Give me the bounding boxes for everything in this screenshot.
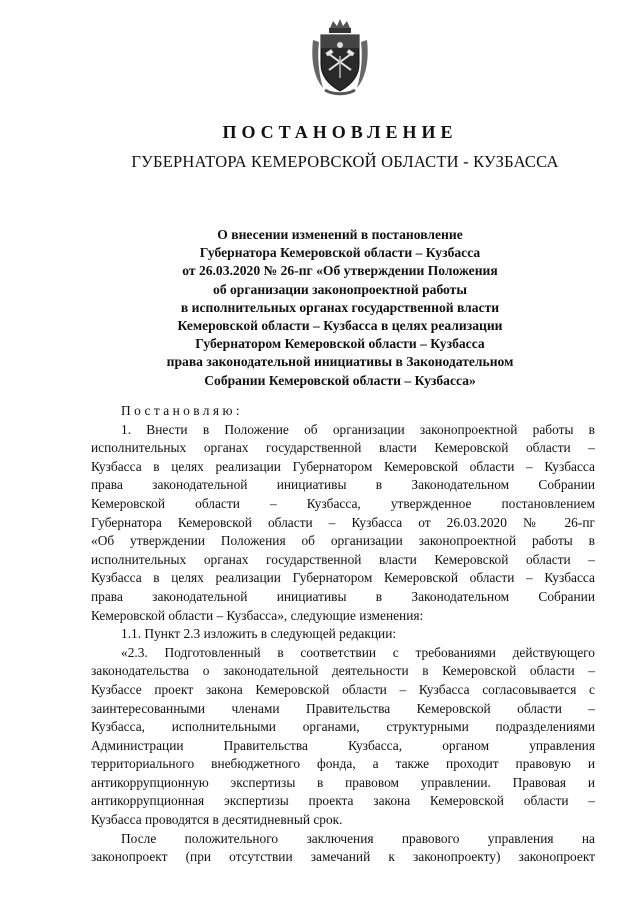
subject-line: Собрании Кемеровской области – Кузбасса» (204, 372, 476, 388)
body-line: Кузбасса в целях реализации Губернатором Кемеровской области – Кузбасса (91, 458, 595, 474)
subject-line: Губернатором Кемеровской области – Кузбасса (195, 336, 485, 352)
issuing-authority: ГУБЕРНАТОРА КЕМЕРОВСКОЙ ОБЛАСТИ - КУЗБАССА (131, 152, 559, 171)
subject-line: Губернатора Кемеровской области – Кузбасса (199, 245, 481, 261)
body-line: 1. Внести в Положение об организации законопроектной работы в (121, 421, 595, 437)
body-line: После положительного заключения правового управления на (121, 830, 595, 846)
body-line: «2.3. Подготовленный в соответствии с требованиями действующего (121, 644, 595, 660)
body-line: исполнительных органах государственной власти Кемеровской области – (91, 440, 595, 456)
body-line: Кузбасса проводятся в десятидневный срок. (91, 812, 343, 828)
body-line: Администрации Правительства Кузбасса, органом управления (91, 737, 595, 753)
body-line: 1.1. Пункт 2.3 изложить в следующей редакции: (121, 626, 397, 642)
decree-word: Постановляю: (121, 403, 243, 418)
body-line: антикоррупционную экспертизы в правовом управлении. Правовая и (91, 774, 595, 790)
subject-line: в исполнительных органах государственной власти (180, 299, 500, 315)
subject-line: об организации законопроектной работы (213, 281, 467, 297)
document-type-title: ПОСТАНОВЛЕНИЕ (222, 122, 458, 142)
body-line: территориального внебюджетного фонда, а также проходит правовую и (91, 756, 595, 772)
subject-line: права законодательной инициативы в Законодательном (166, 354, 514, 370)
body-line: права законодательной инициативы в Законодательном Собрании (91, 477, 595, 493)
body-line: Кемеровской области – Кузбасса, утвержденное постановлением (91, 495, 595, 511)
body-line: Кузбасса, исполнительными органами, структурными подразделениями (91, 719, 595, 735)
body-line: Кемеровской области – Кузбасса», следующие изменения: (91, 607, 424, 623)
subject-line: от 26.03.2020 № 26-пг «Об утверждении Положения (182, 263, 498, 279)
body-line: законопроект (при отсутствии замечаний к законопроекту) законопроект (91, 849, 595, 865)
subject-line: О внесении изменений в постановление (217, 227, 463, 242)
body-line: законодательства о законодательной деятельности в Кемеровской области – (91, 663, 595, 679)
body-line: права законодательной инициативы в Законодательном Собрании (91, 588, 595, 604)
body-line: антикоррупционная экспертизы проекта закона Кемеровской области – (91, 793, 595, 809)
body-line: исполнительных органах государственной власти Кемеровской области – (91, 551, 595, 567)
document-body (91, 402, 595, 867)
body-line: «Об утверждении Положения об организации законопроектной работы в (91, 533, 595, 549)
body-line: заинтересованными членами Правительства Кемеровской области – (91, 700, 595, 716)
body-line: Губернатора Кемеровской области – Кузбасса от 26.03.2020 № 26-пг (91, 514, 595, 530)
subject-line: Кемеровской области – Кузбасса в целях реализации (177, 318, 503, 334)
body-line: Кузбассе проект закона Кемеровской области – Кузбасса согласовывается с (91, 681, 595, 697)
body-line: Кузбасса в целях реализации Губернатором Кемеровской области – Кузбасса (91, 570, 595, 586)
document-subject (100, 226, 580, 390)
coat-of-arms-emblem (309, 18, 371, 96)
